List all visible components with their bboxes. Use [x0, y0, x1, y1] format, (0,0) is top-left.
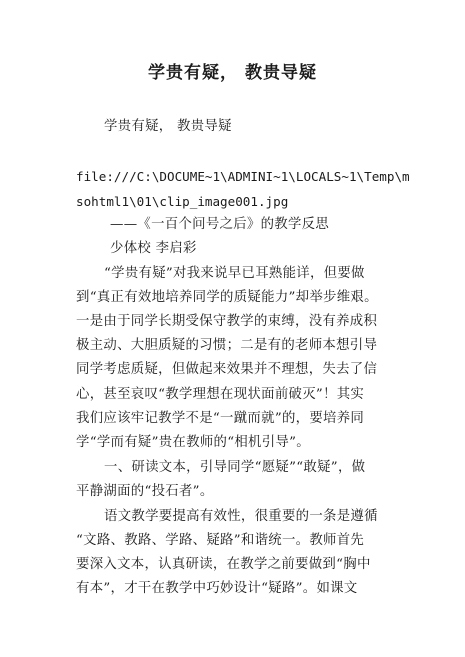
body-line-2: 到“真正有效地培养同学的质疑能力”却举步维艰。	[76, 290, 378, 305]
file-path-line-1: file:///C:\DOCUME~1\ADMINI~1\LOCALS~1\Temp\m	[76, 169, 410, 184]
body-line-8: 学“学而有疑”贵在教师的“相机引导”。	[76, 435, 310, 450]
body-line-3: 一是由于同学长期受保守教学的束缚，没有养成积	[76, 314, 378, 329]
file-path-line-2: sohtml1\01\clip_image001.jpg	[76, 194, 289, 209]
body-line-14: 有本”，才干在教学中巧妙设计“疑路”。如课文	[76, 581, 358, 596]
body-line-9: 一、研读文本，引导同学“愿疑”“敢疑”，做	[104, 460, 366, 475]
document-subtitle: 学贵有疑， 教贵导疑	[104, 119, 232, 134]
reflection-title: ——《一百个问号之后》的教学反思	[110, 217, 330, 232]
body-line-5: 同学考虑质疑，但做起来效果并不理想，失去了信	[76, 362, 378, 377]
body-line-11: 语文教学要提高有效性，很重要的一条是遵循	[104, 509, 378, 524]
body-line-6: 心，甚至哀叹“教学理想在现状面前破灭”！其实	[76, 387, 365, 402]
body-line-10: 平静湖面的“投石者”。	[76, 484, 214, 499]
document-title: 学贵有疑， 教贵导疑	[148, 63, 317, 83]
body-line-12: “文路、教路、学路、疑路”和谐统一。教师首先	[76, 533, 365, 548]
author-line: 少体校 李启彩	[110, 241, 197, 256]
body-line-4: 极主动、大胆质疑的习惯；二是有的老师本想引导	[76, 338, 378, 353]
body-line-1: “学贵有疑”对我来说早已耳熟能详，但要做	[104, 266, 365, 281]
body-line-13: 要深入文本，认真研读，在教学之前要做到“胸中	[76, 557, 371, 572]
body-line-7: 我们应该牢记教学不是“一蹴而就”的，要培养同	[76, 411, 365, 426]
